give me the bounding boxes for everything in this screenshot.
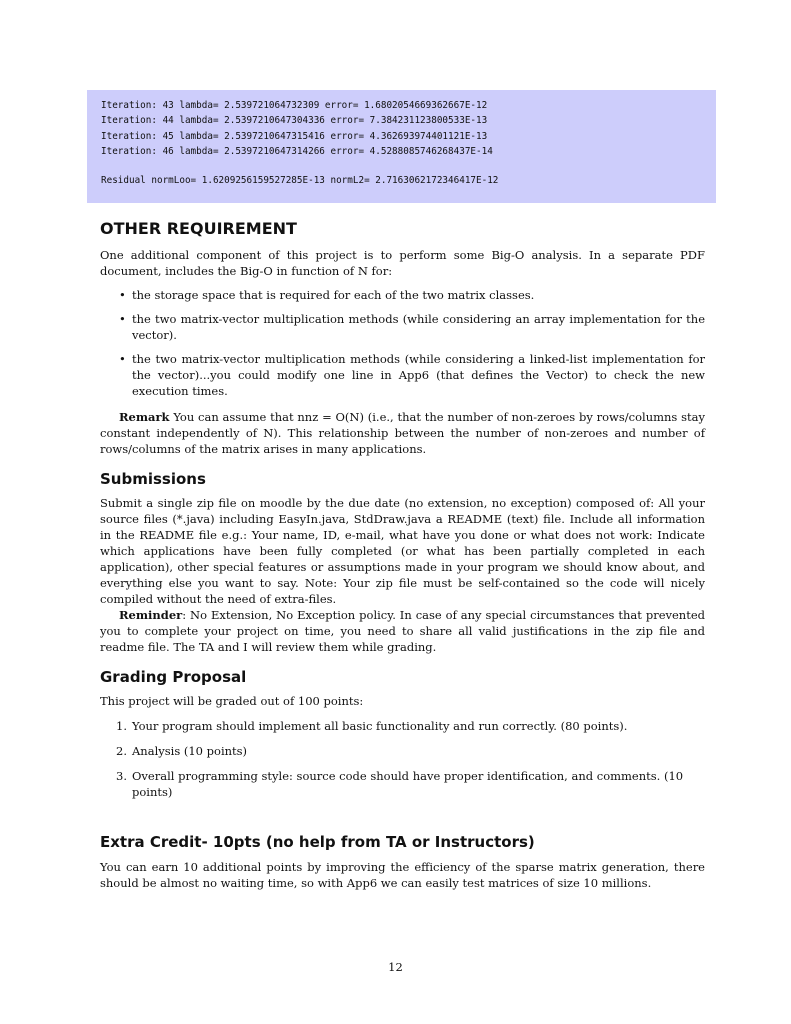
other-requirement-heading: OTHER REQUIREMENT xyxy=(100,219,297,238)
other-requirement-intro: One additional component of this project is to perform some Big-O analysis. In a separate PDF document, includes the Big-O in function of N for: xyxy=(100,248,705,278)
code-line: Iteration: 45 lambda= 2.5397210647315416 error= 4.362693974401121E-13 xyxy=(101,130,488,142)
code-line: Iteration: 46 lambda= 2.5397210647314266 error= 4.5288085746268437E-14 xyxy=(101,146,493,158)
extra-credit-text: You can earn 10 additional points by improving the efficiency of the sparse matrix generation, there should be almost no waiting time, so with App6 we can easily test matrices of size 10 millions. xyxy=(100,860,705,890)
grading-list xyxy=(100,718,705,800)
item-text: Analysis (10 points) xyxy=(132,744,248,758)
item-number: 2. xyxy=(116,744,127,758)
grading-intro: This project will be graded out of 100 points: xyxy=(100,694,364,708)
item-text: Overall programming style: source code should have proper identification, and comments. (10 points) xyxy=(132,769,684,799)
grading-item xyxy=(100,718,705,734)
reminder-paragraph xyxy=(100,607,705,655)
grading-heading: Grading Proposal xyxy=(100,668,247,686)
bullet-item: • the two matrix-vector multiplication methods (while considering a linked-list implementation for the vector)...you could modify one line in App6 (that defines the Vector) to check the new execution times. xyxy=(100,351,705,399)
item-number: 3. xyxy=(116,769,127,783)
remark-text: You can assume that nnz = O(N) (i.e., that the number of non-zeroes by rows/columns stay constant independently of N). This relationship between the number of non-zeroes and number of rows/columns of the matrix arises in many applications. xyxy=(100,410,705,456)
item-number: 1. xyxy=(116,719,127,733)
code-gap xyxy=(101,160,702,173)
remark-label: Remark xyxy=(119,410,170,424)
bullet-item: • the storage space that is required for each of the two matrix classes. xyxy=(100,287,705,303)
page-number: 12 xyxy=(388,960,403,974)
code-line: Iteration: 43 lambda= 2.539721064732309 error= 1.6802054669362667E-12 xyxy=(101,100,488,111)
code-output-block xyxy=(87,90,716,203)
item-text: Your program should implement all basic functionality and run correctly. (80 points). xyxy=(132,719,628,733)
requirement-bullet-list xyxy=(100,287,705,399)
grading-item xyxy=(100,768,705,800)
reminder-label: Reminder xyxy=(119,608,183,622)
grading-item xyxy=(100,743,705,759)
bullet-item: • the two matrix-vector multiplication methods (while considering an array implementation for the vector). xyxy=(100,311,705,343)
code-line: Iteration: 44 lambda= 2.5397210647304336 error= 7.384231123800533E-13 xyxy=(101,115,488,127)
document-content xyxy=(100,219,705,891)
reminder-text: : No Extension, No Exception policy. In case of any special circumstances that prevented you to complete your project on time, you need to share all valid justifications in the zip file and readme file. The TA and I will review them while grading. xyxy=(100,608,705,654)
remark-paragraph xyxy=(100,409,705,457)
code-residual-line: Residual normLoo= 1.6209256159527285E-13 normL2= 2.7163062172346417E-12 xyxy=(101,174,499,186)
submissions-heading: Submissions xyxy=(100,470,206,488)
extra-credit-heading: Extra Credit- 10pts (no help from TA or Instructors) xyxy=(100,833,535,851)
submissions-text: Submit a single zip file on moodle by the due date (no extension, no exception) composed of: All your source files (*.java) including EasyIn.java, StdDraw.java a README (text) file. Include all information in the README file e.g.: Your name, ID, e-mail, what have you done or what does not work: Indicate which applications have been fully completed (or what has been partially completed in each application), other special features or assumptions made in your program we should know about, and everything else you want to say. Note: Your zip file must be self-contained so the code will nicely compiled without the need of extra-files. xyxy=(100,496,705,606)
